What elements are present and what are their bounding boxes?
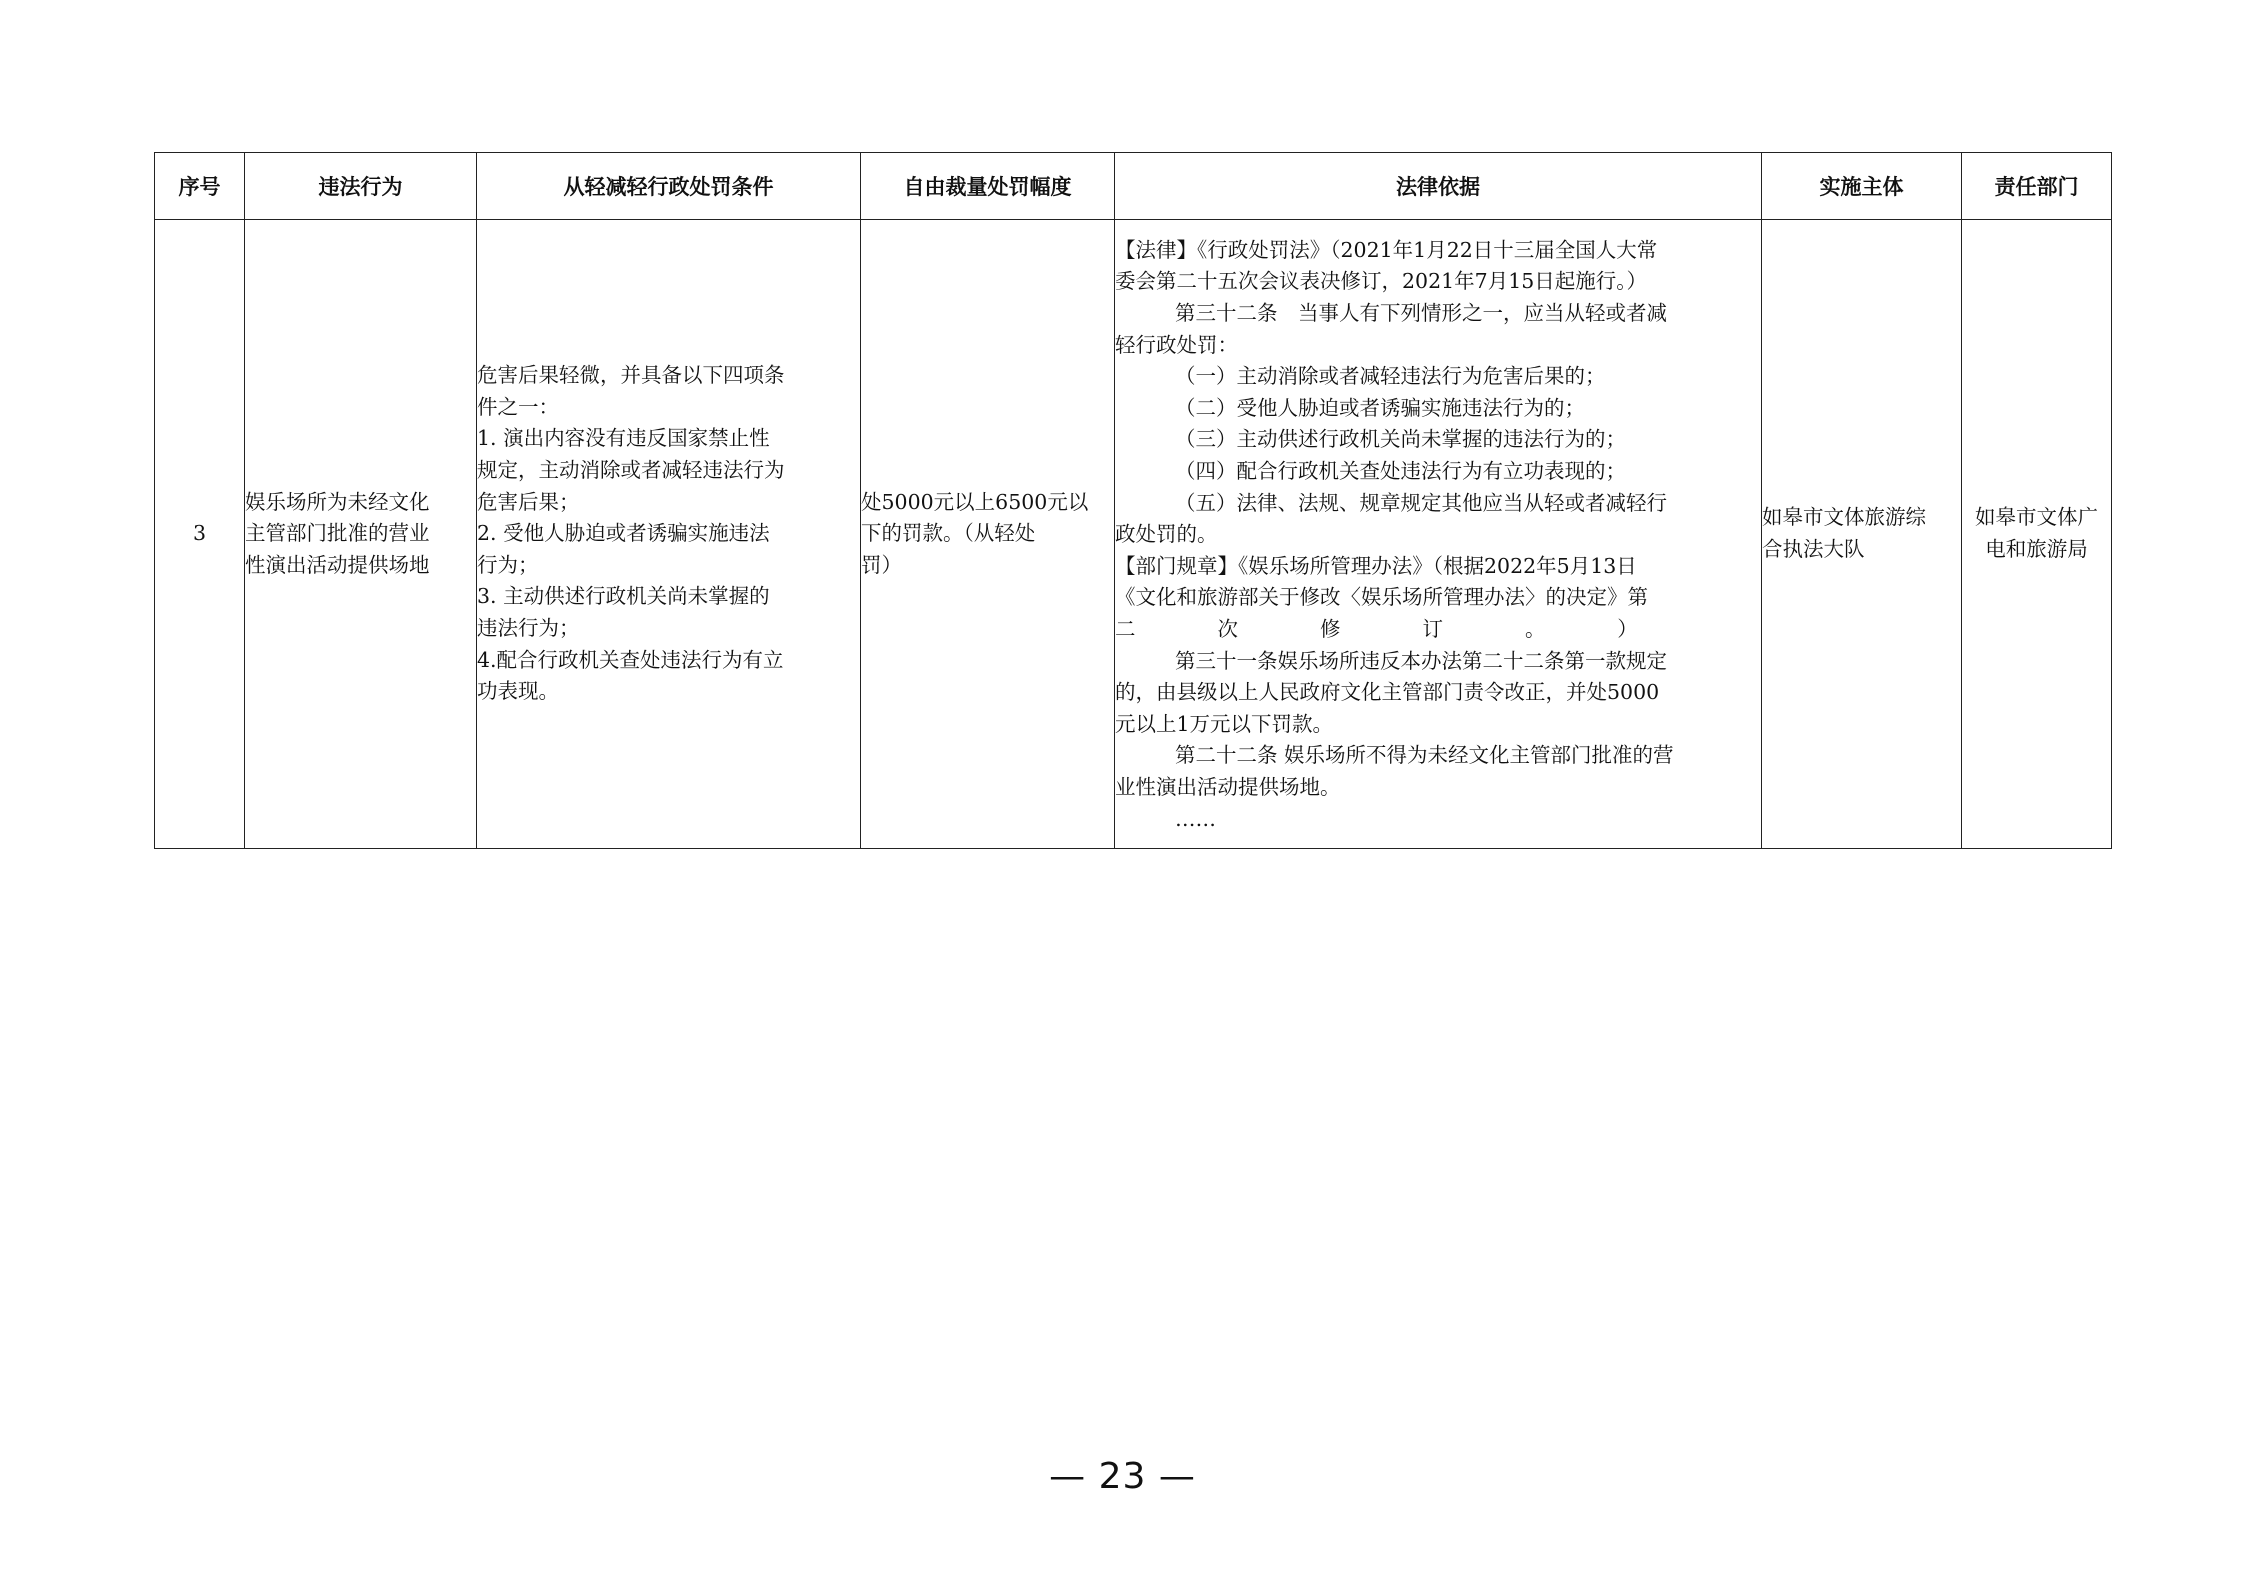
header-row	[155, 153, 2112, 220]
condition-line: 2. 受他人胁迫或者诱骗实施违法	[477, 521, 770, 546]
penalty-table	[154, 152, 2112, 849]
header-basis: 法律依据	[1115, 153, 1762, 220]
table-header	[155, 153, 2112, 220]
range-text	[861, 487, 1114, 582]
basis-line: 【法律】《行政处罚法》（2021年1月22日十三届全国人大常	[1115, 237, 1658, 262]
condition-line: 违法行为；	[477, 615, 580, 640]
condition-line: 1. 演出内容没有违反国家禁止性	[477, 426, 770, 451]
basis-line: 轻行政处罚：	[1115, 332, 1238, 357]
table-row	[155, 220, 2112, 849]
department-line: 如皋市文体广	[1975, 505, 2098, 530]
header-act: 违法行为	[245, 153, 477, 220]
basis-line: ……	[1175, 806, 1216, 831]
range-line: 处5000元以上6500元以	[861, 489, 1089, 514]
act-line: 娱乐场所为未经文化	[245, 489, 430, 514]
range-line: 下的罚款。（从轻处	[861, 521, 1036, 546]
page-number: — 23 —	[1049, 1456, 1196, 1497]
header-range: 自由裁量处罚幅度	[861, 153, 1115, 220]
basis-line: 政处罚的。	[1115, 522, 1218, 547]
cell-executor	[1762, 220, 1962, 849]
basis-line: 第三十一条娱乐场所违反本办法第二十二条第一款规定	[1175, 648, 1667, 673]
basis-line: 【部门规章】《娱乐场所管理办法》（根据2022年5月13日	[1115, 553, 1637, 578]
cell-range	[861, 220, 1115, 849]
cell-act	[245, 220, 477, 849]
basis-line: 第三十二条 当事人有下列情形之一，应当从轻或者减	[1175, 301, 1667, 326]
executor-text	[1762, 502, 1961, 565]
condition-line: 件之一：	[477, 394, 559, 419]
condition-line: 4.配合行政机关查处违法行为有立	[477, 647, 784, 672]
header-department: 责任部门	[1962, 153, 2112, 220]
cell-basis	[1115, 220, 1762, 849]
cell-department	[1962, 220, 2112, 849]
basis-line: 的，由县级以上人民政府文化主管部门责令改正，并处5000	[1115, 680, 1660, 705]
executor-line: 合执法大队	[1762, 537, 1865, 561]
act-line: 性演出活动提供场地	[245, 552, 430, 577]
basis-line: （三）主动供述行政机关尚未掌握的违法行为的；	[1175, 427, 1626, 452]
basis-line: 业性演出活动提供场地。	[1115, 774, 1341, 799]
condition-line: 危害后果轻微，并具备以下四项条	[477, 363, 785, 388]
range-line: 罚）	[861, 552, 902, 577]
basis-line: （二）受他人胁迫或者诱骗实施违法行为的；	[1175, 395, 1585, 420]
condition-line: 规定，主动消除或者减轻违法行为	[477, 458, 785, 483]
basis-line: 《文化和旅游部关于修改〈娱乐场所管理办法〉的决定》第	[1115, 585, 1648, 610]
basis-line: （五）法律、法规、规章规定其他应当从轻或者减轻行	[1175, 490, 1667, 515]
basis-line: 第二十二条 娱乐场所不得为未经文化主管部门批准的营	[1175, 743, 1674, 768]
act-text	[245, 487, 476, 582]
department-line: 电和旅游局	[1985, 537, 2088, 561]
condition-line: 危害后果；	[477, 489, 580, 514]
cell-condition	[477, 220, 861, 849]
act-line: 主管部门批准的营业	[245, 521, 430, 546]
header-no: 序号	[155, 153, 245, 220]
basis-text	[1115, 233, 1761, 835]
basis-line: （一）主动消除或者减轻违法行为危害后果的；	[1175, 364, 1606, 389]
condition-line: 3. 主动供述行政机关尚未掌握的	[477, 584, 770, 609]
condition-line: 功表现。	[477, 679, 559, 704]
basis-line: 二 次 修 订 。 ）	[1115, 616, 1638, 641]
basis-line: 委会第二十五次会议表决修订，2021年7月15日起施行。）	[1115, 269, 1648, 294]
cell-no: 3	[155, 220, 245, 849]
condition-line: 行为；	[477, 552, 539, 577]
executor-line: 如皋市文体旅游综	[1762, 505, 1926, 530]
condition-text	[477, 360, 860, 708]
basis-line: 元以上1万元以下罚款。	[1115, 711, 1334, 736]
header-executor: 实施主体	[1762, 153, 1962, 220]
basis-line: （四）配合行政机关查处违法行为有立功表现的；	[1175, 459, 1626, 484]
header-condition: 从轻减轻行政处罚条件	[477, 153, 861, 220]
